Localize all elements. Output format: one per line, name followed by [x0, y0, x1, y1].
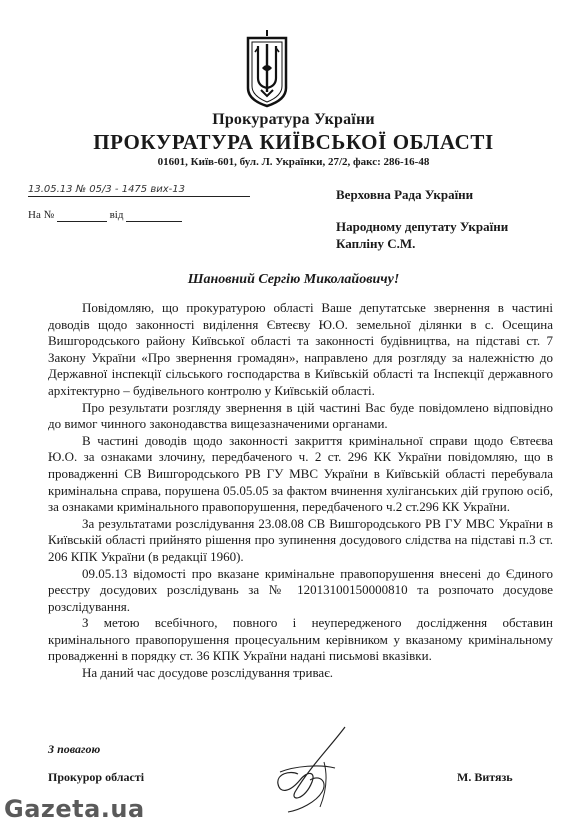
- ref-blank: [57, 209, 107, 222]
- addressee-line3: Капліну С.М.: [336, 236, 416, 251]
- paragraph-2: Про результати розгляду звернення в цій частині Вас буде повідомлено відповідно до вимог чинного законодавства вищезазначеними органами.: [48, 399, 553, 432]
- paragraph-7: На даний час досудове розслідування триває.: [82, 665, 334, 681]
- greeting: Шановний Сергію Миколайовичу!: [187, 272, 400, 287]
- letter-body: [48, 300, 553, 682]
- office-title: ПРОКУРАТУРА КИЇВСЬКОЇ ОБЛАСТІ: [93, 130, 494, 154]
- ref-row: [28, 209, 182, 222]
- signer-name: М. Витязь: [457, 770, 513, 784]
- office-address: 01601, Київ-601, бул. Л. Українки, 27/2, факс: 286-16-48: [157, 156, 430, 168]
- site-watermark: Gazeta.ua: [4, 795, 145, 823]
- regards: З повагою: [48, 742, 101, 756]
- org-line: Прокуратура України: [212, 111, 375, 128]
- ref-label: На №: [28, 209, 55, 221]
- from-label: від: [109, 209, 124, 221]
- paragraph-5: 09.05.13 відомості про вказане кримінальне правопорушення внесені до Єдиного реєстру досудових розслідувань за № 12013100150000810 та розпочато досудове розслідування.: [48, 565, 553, 614]
- paragraph-6: З метою всебічного, повного і неупередженого дослідження обставин кримінального правопорушення процесуальним керівником у вказаному кримінальному провадженні в порядку ст. 36 КПК України надані письмові вказівки.: [48, 615, 553, 664]
- registration-number: 13.05.13 № 05/3 - 1475 вих-13: [28, 184, 250, 197]
- handwritten-signature-icon: [250, 722, 370, 817]
- from-blank: [126, 209, 182, 222]
- signer-position: Прокурор області: [48, 770, 145, 784]
- trident-coat-of-arms-icon: [245, 28, 289, 108]
- addressee-line2: Народному депутату України: [336, 219, 509, 234]
- paragraph-4: За результатами розслідування 23.08.08 СВ Вишгородського РВ ГУ МВС України в Київській області прийнято рішення про зупинення досудового слідства на підставі п.3 ст. 206 КПК України (в редакції 1960).: [48, 515, 553, 564]
- paragraph-1: Повідомляю, що прокуратурою області Ваше депутатське звернення в частині доводів щодо законності виділення Євтеєву Ю.О. земельної ділянки в с. Осещина Вишгородського району Київської області та законності будівництва, на підставі ст. 7 Закону України «Про звернення громадян», направлено для розгляду за належністю до Державної інспекції сільського господарства в Київській області та Інспекції державного архітектурно – будівельного контролю у Київській області.: [48, 300, 553, 398]
- addressee-line1: Верховна Рада України: [336, 187, 474, 202]
- paragraph-3: В частині доводів щодо законності закриття кримінальної справи щодо Євтеєва Ю.О. за ознаками злочину, передбаченого ч. 2 ст. 296 КК України повідомляю, що в провадженні СВ Вишгородського РВ ГУ МВС України в Київській області перебувала кримінальна справа, порушена 05.05.05 за фактом вчинення хуліганських дій групою осіб, за ознаками кримінального правопорушення, передбаченого ч.2 ст.296 КК України.: [48, 432, 553, 515]
